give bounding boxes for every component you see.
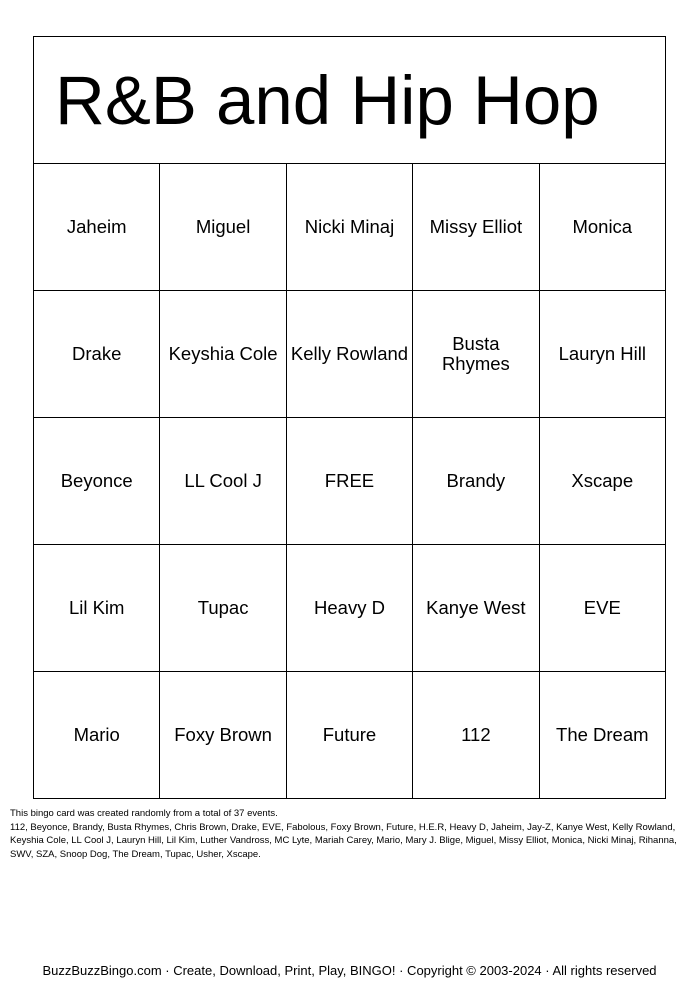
- cell-label: Lauryn Hill: [558, 343, 646, 364]
- bingo-cell: [160, 545, 286, 672]
- bingo-row: [34, 164, 666, 291]
- cell-label: 112: [461, 724, 491, 745]
- bingo-cell: [160, 418, 286, 545]
- bingo-cell: [34, 418, 160, 545]
- bingo-row: [34, 418, 666, 545]
- cell-label: Future: [322, 724, 377, 745]
- bingo-cell: [413, 545, 539, 672]
- bingo-cell: [286, 291, 412, 418]
- bingo-cell: [539, 291, 665, 418]
- cell-label: EVE: [583, 597, 621, 618]
- cell-label: Monica: [572, 216, 633, 237]
- cell-label: Missy Elliot: [429, 216, 523, 237]
- cell-label: The Dream: [556, 724, 649, 745]
- cell-label: Brandy: [446, 470, 506, 491]
- card-footnote: [10, 807, 692, 861]
- bingo-cell: [34, 291, 160, 418]
- free-cell: [286, 418, 412, 545]
- footnote-summary: This bingo card was created randomly from a total of 37 events.: [10, 808, 278, 819]
- bingo-cell: [160, 164, 286, 291]
- cell-label: Lil Kim: [68, 597, 125, 618]
- page-footer: BuzzBuzzBingo.com · Create, Download, Print, Play, BINGO! · Copyright © 2003-2024 · All rights reserved: [42, 963, 657, 978]
- cell-label: Mario: [73, 724, 120, 745]
- bingo-row: [34, 291, 666, 418]
- bingo-cell: [286, 672, 412, 799]
- card-title: R&B and Hip Hop: [55, 61, 600, 139]
- cell-label: Heavy D: [314, 597, 385, 618]
- bingo-cell: [413, 418, 539, 545]
- cell-label: Busta Rhymes: [441, 333, 510, 374]
- cell-label: Tupac: [197, 597, 249, 618]
- cell-label: Keyshia Cole: [168, 343, 278, 364]
- title-cell: [34, 37, 666, 164]
- bingo-cell: [413, 291, 539, 418]
- bingo-cell: [34, 164, 160, 291]
- bingo-cell: [160, 291, 286, 418]
- bingo-cell: [34, 672, 160, 799]
- cell-label: Kanye West: [426, 597, 526, 618]
- bingo-cell: [539, 164, 665, 291]
- cell-label: Jaheim: [66, 216, 127, 237]
- bingo-cell: [34, 545, 160, 672]
- cell-label: Kelly Rowland: [290, 343, 409, 364]
- bingo-cell: [413, 164, 539, 291]
- bingo-cell: [539, 418, 665, 545]
- cell-label: Beyonce: [60, 470, 133, 491]
- bingo-card: [33, 36, 666, 799]
- title-row: [34, 37, 666, 164]
- bingo-cell: [413, 672, 539, 799]
- bingo-row: [34, 545, 666, 672]
- cell-label: Xscape: [571, 470, 634, 491]
- bingo-cell: [539, 672, 665, 799]
- bingo-cell: [539, 545, 665, 672]
- cell-label: Miguel: [195, 216, 251, 237]
- bingo-cell: [286, 164, 412, 291]
- bingo-cell: [286, 545, 412, 672]
- cell-label: Foxy Brown: [174, 724, 272, 745]
- cell-label: LL Cool J: [184, 470, 262, 491]
- cell-label: Drake: [72, 343, 122, 364]
- footnote-event-list: 112, Beyonce, Brandy, Busta Rhymes, Chris Brown, Drake, EVE, Fabolous, Foxy Brown, Future, H.E.R, Heavy D, Jaheim, Jay-Z, Kanye West, Kelly Rowland, Keyshia Cole, LL Cool J, Lauryn Hill, Lil Kim, Luther Vandross, MC Lyte, Mariah Carey, Mario, Mary J. Blige, Miguel, Missy Elliot, Monica, Nicki Minaj, Rihanna, SWV, SZA, Snoop Dog, The Dream, Tupac, Usher, Xscape.: [10, 821, 677, 860]
- bingo-cell: [160, 672, 286, 799]
- cell-label: FREE: [324, 470, 375, 491]
- cell-label: Nicki Minaj: [304, 216, 395, 237]
- bingo-row: [34, 672, 666, 799]
